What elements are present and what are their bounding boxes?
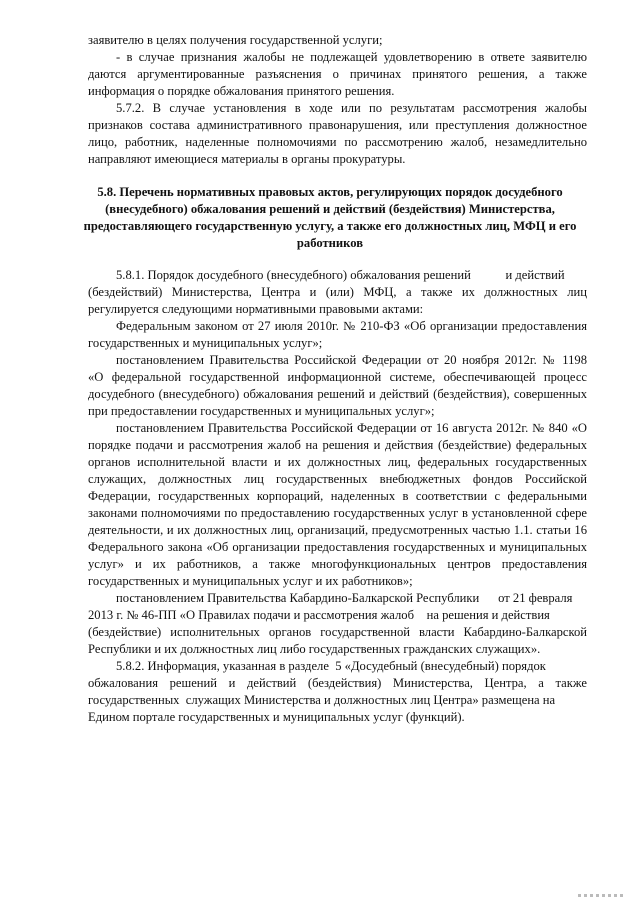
text-line: деятельности, и их должностных лиц, организаций, предусмотренных частью 1.1. статьи 16 — [88, 523, 587, 537]
section-heading: 5.8. Перечень нормативных правовых актов, регулирующих порядок досудебного — [97, 185, 563, 199]
text-line: 5.7.2. В случае установления в ходе или по результатам рассмотрения жалобы — [116, 101, 587, 115]
text-line: (бездействий) Министерства, Центра и (или) МФЦ, а также их должностных лиц — [88, 285, 587, 299]
text-line: государственных служащих Министерства и должностных лиц Центра» размещена на — [88, 693, 556, 707]
text-line: Республики и их должностных лиц либо государственных гражданских служащих». — [88, 642, 541, 656]
text-line: законами полномочиями по предоставлению государственных услуг в установленной сфере — [88, 506, 587, 520]
text-line: Федерального закона «Об организации предоставления государственных и муниципальных — [88, 540, 587, 554]
text-line: служащих, должностных лиц государственных внебюджетных фондов Российской — [88, 472, 587, 486]
text-line: Едином портале государственных и муниципальных услуг (функций). — [88, 710, 465, 724]
text-line: (бездействие) исполнительных органов государственной власти Кабардино-Балкарской — [88, 625, 587, 639]
text-line: органов исполнительной власти и их должностных лиц, федеральных государственных — [88, 455, 587, 469]
text-line: обжалования решений и действий (бездействия) Министерства, Центра, а также — [88, 676, 587, 690]
section-heading: предоставляющего государственную услугу, а также его должностных лиц, МФЦ и его — [83, 219, 577, 233]
text-line: лицо, работник, наделенные полномочиями по рассмотрению жалоб, незамедлительно — [88, 135, 587, 149]
text-line: порядке подачи и рассмотрения жалоб на решения и действия (бездействие) федеральных — [88, 438, 587, 452]
text-line: «О федеральной государственной информационной системе, обеспечивающей процесс — [88, 370, 587, 384]
text-line: постановлением Правительства Российской Федерации от 20 ноября 2012г. № 1198 — [116, 353, 587, 367]
text-line: регулируется следующими нормативными правовыми актами: — [88, 302, 424, 316]
text-line: 2013 г. № 46-ПП «О Правилах подачи и рассмотрения жалоб на решения и действия — [88, 608, 550, 622]
text-line: постановлением Правительства Кабардино-Балкарской Республики от 21 февраля — [116, 591, 573, 605]
section-heading: (внесудебного) обжалования решений и действий (бездействия) Министерства, — [105, 202, 555, 216]
text-line: постановлением Правительства Российской Федерации от 16 августа 2012г. № 840 «О — [116, 421, 587, 435]
text-line: заявителю в целях получения государственной услуги; — [88, 33, 383, 47]
text-line: 5.8.1. Порядок досудебного (внесудебного) обжалования решений и действий — [116, 268, 565, 282]
text-line: Федерации, государственных корпораций, наделенных в соответствии с федеральными — [88, 489, 587, 503]
text-line: при предоставлении государственных и муниципальных услуг»; — [88, 404, 435, 418]
text-line: 5.8.2. Информация, указанная в разделе 5 «Досудебный (внесудебный) порядок — [116, 659, 546, 673]
text-line: услуг» и их работников, а также многофункциональных центров предоставления — [88, 557, 587, 571]
text-line: информация о порядке обжалования принятого решения. — [88, 84, 395, 98]
text-line: досудебного (внесудебного) обжалования решений и действий (бездействия), совершенных — [88, 387, 587, 401]
text-line: государственных и муниципальных услуг»; — [88, 336, 323, 350]
text-line: даются аргументированные разъяснения о причинах принятого решения, а также — [88, 67, 587, 81]
scan-artifact — [578, 894, 626, 897]
text-line: государственных и муниципальных услуг и их работников»; — [88, 574, 413, 588]
text-line: - в случае признания жалобы не подлежащей удовлетворению в ответе заявителю — [116, 50, 587, 64]
text-line: признаков состава административного правонарушения, или преступления должностное — [88, 118, 587, 132]
section-heading: работников — [296, 236, 364, 250]
text-line: направляют имеющиеся материалы в органы прокуратуры. — [88, 152, 406, 166]
text-line: Федеральным законом от 27 июля 2010г. № 210-ФЗ «Об организации предоставления — [116, 319, 587, 333]
